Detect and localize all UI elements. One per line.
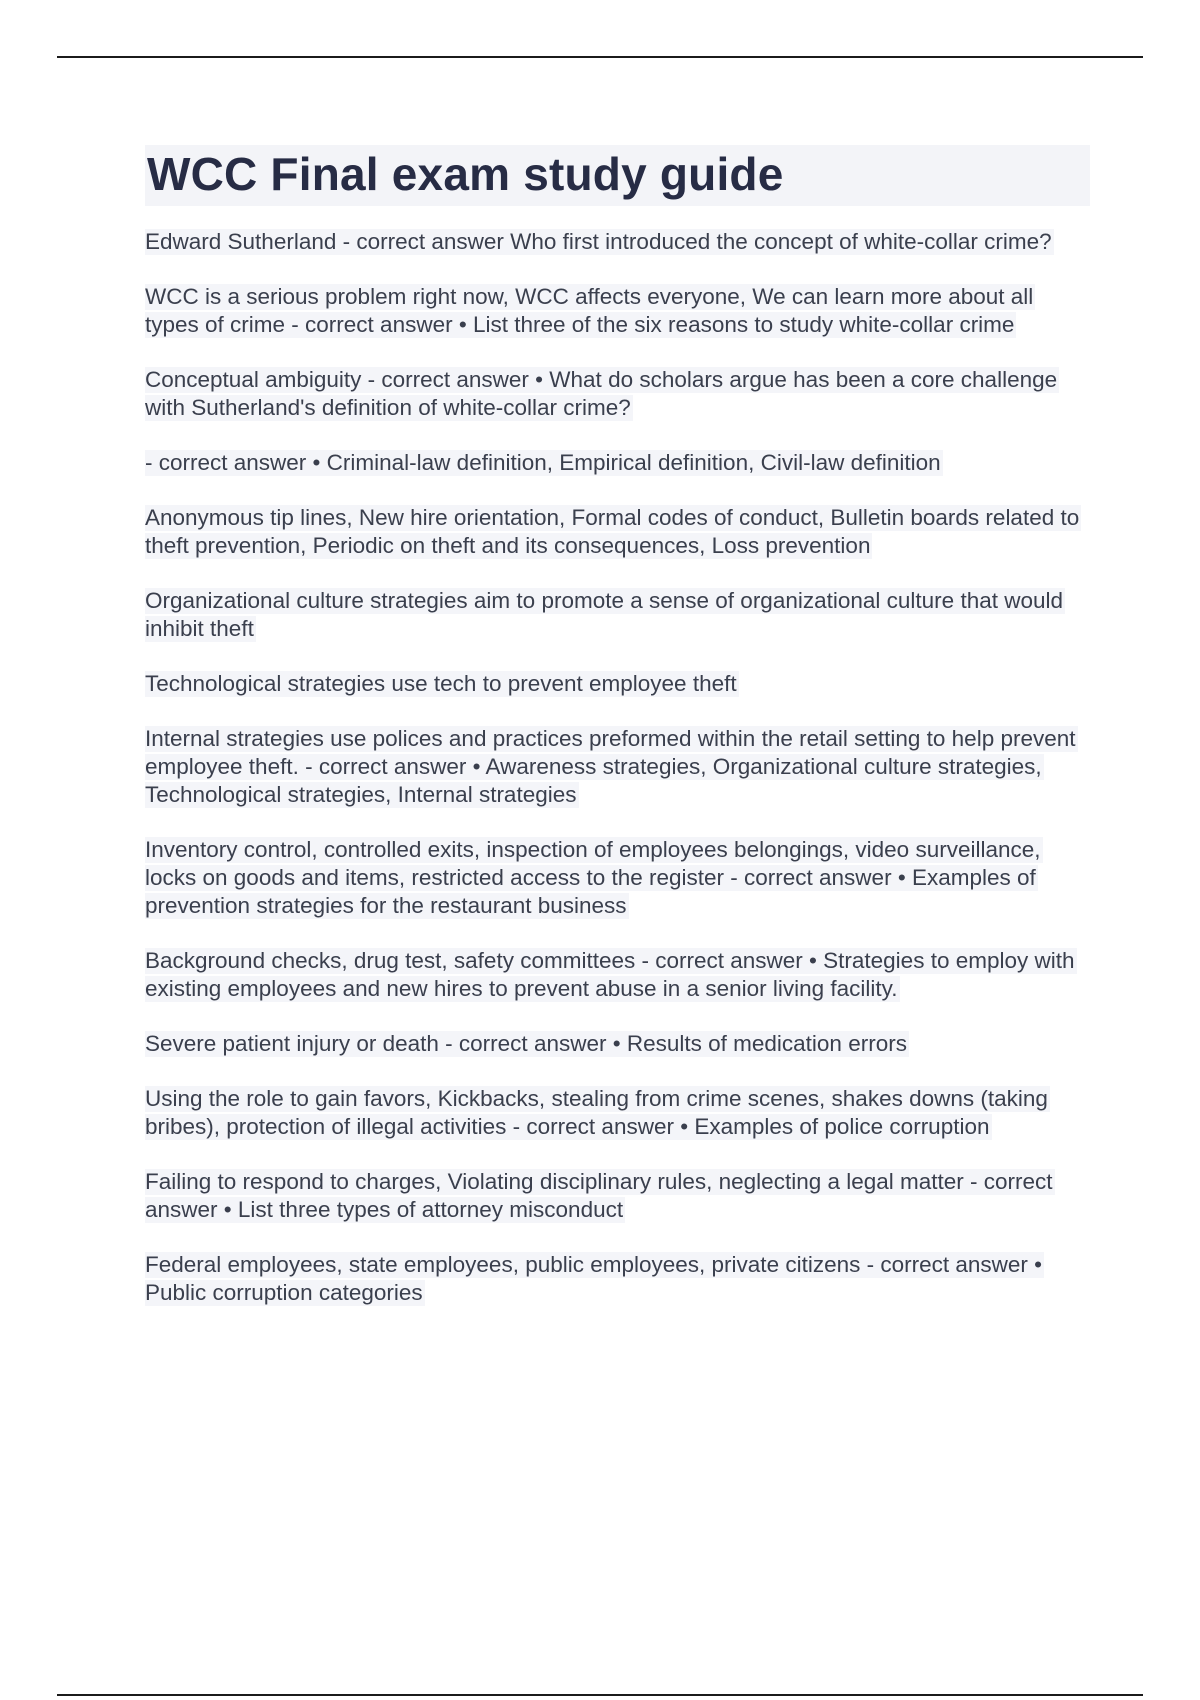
qa-entry (145, 1251, 1090, 1307)
qa-entry (145, 366, 1090, 422)
qa-text: Background checks, drug test, safety committees - correct answer • Strategies to employ with existing employees and new hires to prevent abuse in a senior living facility. (145, 948, 1075, 1001)
qa-entry (145, 1030, 1090, 1058)
qa-text: Edward Sutherland - correct answer Who first introduced the concept of white-collar crime? (145, 229, 1052, 254)
bottom-rule (57, 1694, 1143, 1696)
qa-entry (145, 283, 1090, 339)
qa-entry (145, 1085, 1090, 1141)
qa-entry (145, 947, 1090, 1003)
qa-entry (145, 587, 1090, 643)
qa-text: Federal employees, state employees, public employees, private citizens - correct answer • Public corruption categories (145, 1252, 1043, 1305)
qa-entry (145, 449, 1090, 477)
qa-entry (145, 228, 1090, 256)
qa-text: Inventory control, controlled exits, inspection of employees belongings, video surveillance, locks on goods and items, restricted access to the register - correct answer • Examples of prevention strategies for the restaurant business (145, 837, 1041, 918)
qa-entry (145, 836, 1090, 920)
qa-text: Anonymous tip lines, New hire orientation, Formal codes of conduct, Bulletin boards related to theft prevention, Periodic on theft and its consequences, Loss prevention (145, 505, 1080, 558)
qa-text: - correct answer • Criminal-law definition, Empirical definition, Civil-law definition (145, 450, 941, 475)
qa-text: Organizational culture strategies aim to promote a sense of organizational culture that would inhibit theft (145, 588, 1064, 641)
qa-entry (145, 504, 1090, 560)
qa-text: Internal strategies use polices and practices preformed within the retail setting to help prevent employee theft. - correct answer • Awareness strategies, Organizational culture strategies, Technological strategies, Internal strategies (145, 726, 1076, 807)
document-body (145, 145, 1090, 1334)
qa-text: Conceptual ambiguity - correct answer • What do scholars argue has been a core challenge with Sutherland's definition of white-collar crime? (145, 367, 1058, 420)
qa-text: Failing to respond to charges, Violating disciplinary rules, neglecting a legal matter - correct answer • List three types of attorney misconduct (145, 1169, 1053, 1222)
title-block (145, 145, 1090, 206)
qa-text: Using the role to gain favors, Kickbacks, stealing from crime scenes, shakes downs (taking bribes), protection of illegal activities - correct answer • Examples of police corruption (145, 1086, 1048, 1139)
qa-text: Technological strategies use tech to prevent employee theft (145, 671, 737, 696)
qa-text: WCC is a serious problem right now, WCC affects everyone, We can learn more about all types of crime - correct answer • List three of the six reasons to study white-collar crime (145, 284, 1034, 337)
qa-text: Severe patient injury or death - correct answer • Results of medication errors (145, 1031, 907, 1056)
qa-entry (145, 725, 1090, 809)
qa-entry (145, 1168, 1090, 1224)
page-title: WCC Final exam study guide (147, 148, 784, 200)
qa-entry (145, 670, 1090, 698)
top-rule (57, 56, 1143, 58)
